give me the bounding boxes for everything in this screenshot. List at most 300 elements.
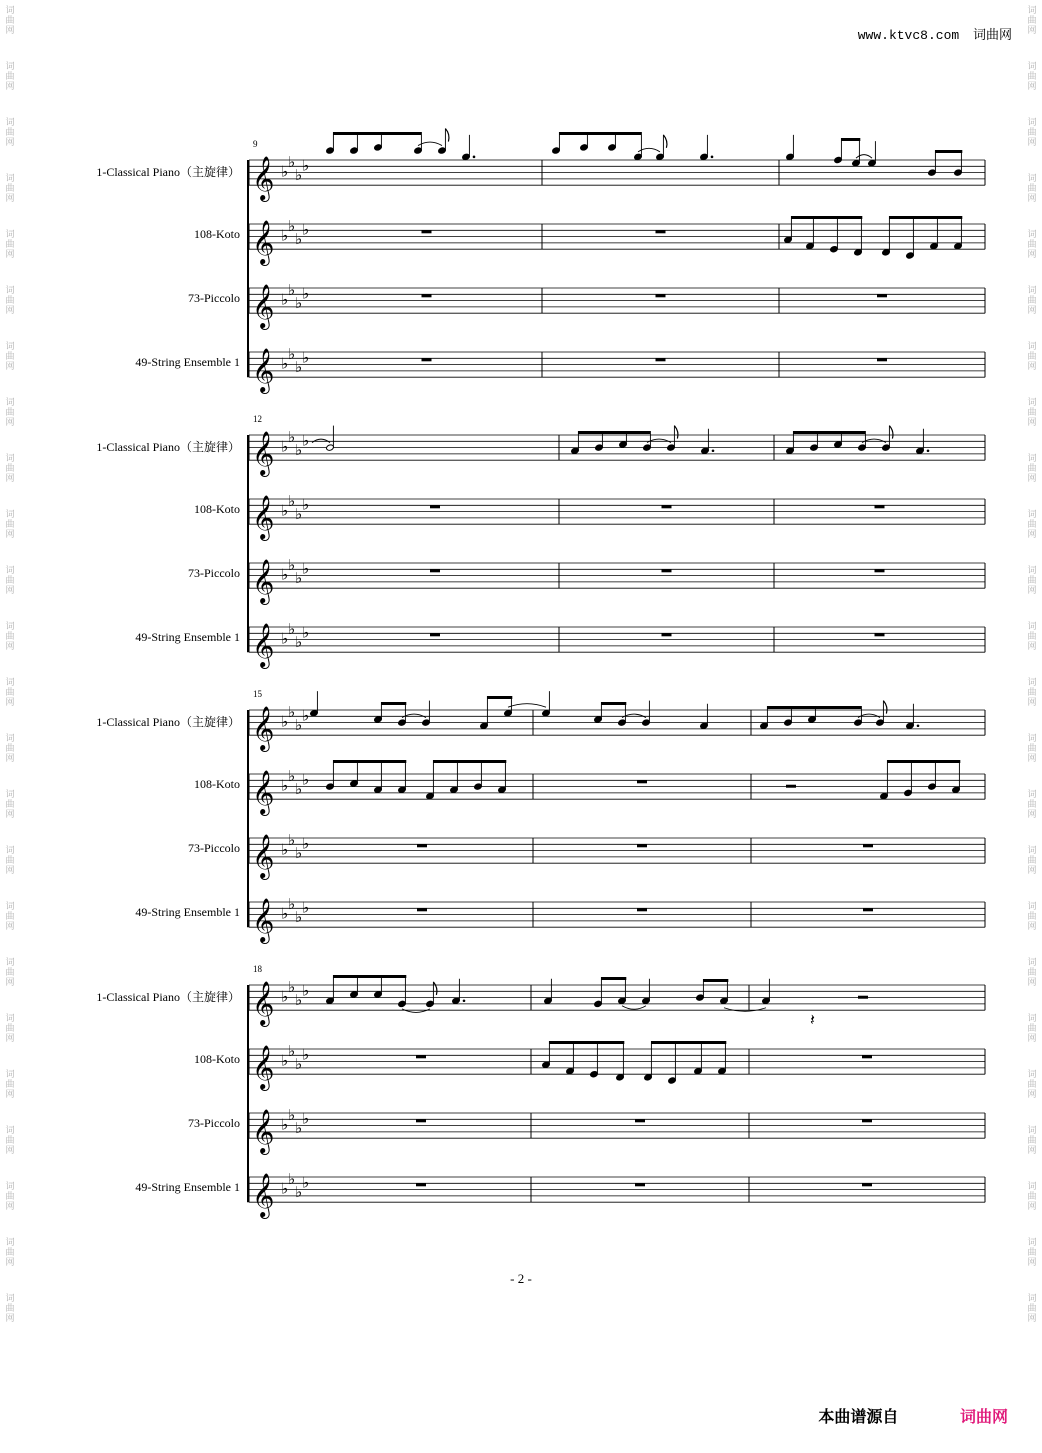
watermark-glyph: 曲 [5,464,15,474]
watermark-glyph: 网 [5,138,15,148]
footer-brand: 词曲网 [959,1407,1008,1426]
watermark-glyph: 网 [1027,810,1037,820]
beam [815,706,861,709]
whole-rest-icon [635,1119,645,1122]
flat-icon: ♭ [288,767,296,786]
flat-icon: ♭ [281,437,289,456]
augmentation-dot [473,156,476,159]
watermark-glyph: 曲 [1027,1248,1037,1258]
flat-icon: ♭ [295,715,303,734]
instrument-label: 49-String Ensemble 1 [135,1180,240,1194]
flat-icon: ♭ [302,220,310,239]
flat-icon: ♭ [295,1118,303,1137]
augmentation-dot [463,999,466,1002]
beam [889,216,962,219]
watermark-glyph: 词 [1027,566,1037,576]
flat-icon: ♭ [288,1042,296,1061]
watermark-glyph: 词 [1027,734,1037,744]
flat-icon: ♭ [302,495,310,514]
half-rest-icon [786,785,796,788]
flat-icon: ♭ [281,290,289,309]
watermark-glyph: 词 [5,958,15,968]
watermark-glyph: 网 [1027,1146,1037,1156]
whole-rest-icon [416,1183,426,1186]
instrument-label: 49-String Ensemble 1 [135,630,240,644]
beam [601,702,626,705]
watermark-glyph: 网 [5,474,15,484]
watermark-glyph: 词 [5,118,15,128]
watermark-glyph: 曲 [1027,1136,1037,1146]
flat-icon: ♭ [295,440,303,459]
watermark-glyph: 词 [5,398,15,408]
augmentation-dot [712,449,715,452]
flat-icon: ♭ [281,1179,289,1198]
watermark-glyph: 曲 [5,800,15,810]
watermark-glyph: 词 [5,1182,15,1192]
flat-icon: ♭ [302,156,310,175]
flat-icon: ♭ [295,1054,303,1073]
flat-icon: ♭ [288,153,296,172]
page-number: - 2 - [510,1271,532,1286]
flat-icon: ♭ [302,1045,310,1064]
treble-clef-icon: 𝄞 [252,220,275,265]
whole-rest-icon [877,294,887,297]
watermark-glyph: 网 [5,754,15,764]
flat-icon: ♭ [281,987,289,1006]
watermark-glyph: 词 [1027,622,1037,632]
flat-icon: ♭ [288,492,296,511]
whole-rest-icon [862,1183,872,1186]
watermark-glyph: 网 [5,810,15,820]
flat-icon: ♭ [288,1170,296,1189]
watermark-glyph: 词 [5,6,15,16]
watermark-glyph: 词 [5,1014,15,1024]
watermark-glyph: 曲 [1027,688,1037,698]
watermark-glyph: 曲 [1027,184,1037,194]
flat-icon: ♭ [288,978,296,997]
tie [724,1008,766,1012]
note-flag [433,982,437,995]
treble-clef-icon: 𝄞 [252,706,275,751]
beam [626,431,650,434]
note-flag [445,129,449,142]
watermark-glyph: 网 [5,922,15,932]
watermark-glyph: 词 [1027,398,1037,408]
watermark-glyph: 词 [1027,342,1037,352]
watermark-glyph: 词 [5,566,15,576]
instrument-label: 108-Koto [194,777,240,791]
flat-icon: ♭ [281,565,289,584]
watermark-glyph: 曲 [1027,912,1037,922]
treble-clef-icon: 𝄞 [252,981,275,1026]
watermark-glyph: 曲 [5,1248,15,1258]
watermark-glyph: 曲 [5,184,15,194]
watermark-glyph: 曲 [1027,632,1037,642]
beam [549,1041,624,1044]
flat-icon: ♭ [288,345,296,364]
flat-icon: ♭ [281,840,289,859]
treble-clef-icon: 𝄞 [252,623,275,668]
half-rest-icon [858,996,868,999]
flat-icon: ♭ [288,620,296,639]
watermark-glyph: 网 [5,1090,15,1100]
note-flag [889,426,893,439]
tie [312,439,330,443]
watermark-glyph: 网 [5,1258,15,1268]
watermark-glyph: 词 [1027,62,1037,72]
watermark-glyph: 词 [5,846,15,856]
watermark-glyph: 网 [5,418,15,428]
watermark-glyph: 词 [5,678,15,688]
whole-rest-icon [637,780,647,783]
watermark-glyph: 曲 [1027,408,1037,418]
instrument-label: 1-Classical Piano（主旋律） [96,165,240,179]
treble-clef-icon: 𝄞 [252,559,275,604]
flat-icon: ♭ [295,504,303,523]
watermark-glyph: 词 [1027,174,1037,184]
watermark-glyph: 曲 [5,16,15,26]
flat-icon: ♭ [288,281,296,300]
watermark-glyph: 网 [1027,250,1037,260]
flat-icon: ♭ [295,779,303,798]
watermark-glyph: 曲 [1027,576,1037,586]
flat-icon: ♭ [281,1115,289,1134]
beam [333,760,406,763]
flat-icon: ♭ [302,898,310,917]
watermark-glyph: 曲 [5,352,15,362]
whole-rest-icon [863,844,873,847]
watermark-glyph: 网 [5,306,15,316]
watermark-glyph: 网 [1027,82,1037,92]
beam [578,431,627,434]
flat-icon: ♭ [302,284,310,303]
flat-icon: ♭ [295,165,303,184]
whole-rest-icon [430,569,440,572]
flat-icon: ♭ [295,1182,303,1201]
flat-icon: ♭ [281,354,289,373]
watermark-glyph: 曲 [5,1024,15,1034]
watermark-glyph: 网 [5,1202,15,1212]
tie [508,704,546,708]
flat-icon: ♭ [281,904,289,923]
flat-icon: ♭ [288,428,296,447]
watermark-glyph: 曲 [1027,744,1037,754]
watermark-glyph: 网 [1027,978,1037,988]
measure-number: 12 [253,414,262,424]
watermark-glyph: 曲 [1027,464,1037,474]
watermark-glyph: 曲 [1027,1080,1037,1090]
whole-rest-icon [430,633,440,636]
instrument-label: 1-Classical Piano（主旋律） [96,715,240,729]
note-flag [674,426,678,439]
watermark-glyph: 曲 [5,632,15,642]
quarter-rest-icon: 𝄽 [810,1010,815,1029]
watermark-glyph: 曲 [1027,968,1037,978]
watermark-glyph: 曲 [5,408,15,418]
flat-icon: ♭ [295,229,303,248]
beam [381,132,421,135]
treble-clef-icon: 𝄞 [252,1109,275,1154]
flat-icon: ♭ [295,990,303,1009]
flat-icon: ♭ [281,501,289,520]
watermark-glyph: 词 [5,62,15,72]
site-url: www.ktvc8.com [857,28,960,43]
flat-icon: ♭ [302,770,310,789]
whole-rest-icon [656,294,666,297]
treble-clef-icon: 𝄞 [252,834,275,879]
beam [559,132,616,135]
watermark-glyph: 曲 [5,240,15,250]
beam [935,150,962,153]
watermark-glyph: 曲 [5,72,15,82]
watermark-glyph: 词 [5,454,15,464]
watermark-glyph: 网 [1027,474,1037,484]
watermark-glyph: 网 [1027,586,1037,596]
whole-rest-icon [875,633,885,636]
instrument-label: 73-Piccolo [188,1116,240,1130]
watermark-glyph: 网 [5,1314,15,1324]
instrument-label: 49-String Ensemble 1 [135,355,240,369]
instrument-label: 73-Piccolo [188,841,240,855]
whole-rest-icon [656,358,666,361]
watermark-glyph: 曲 [5,1136,15,1146]
watermark-glyph: 曲 [1027,16,1037,26]
instrument-label: 73-Piccolo [188,291,240,305]
watermark-glyph: 词 [5,734,15,744]
watermark-glyph: 词 [1027,118,1037,128]
watermark-glyph: 曲 [5,296,15,306]
whole-rest-icon [422,358,432,361]
watermark-glyph: 词 [1027,6,1037,16]
whole-rest-icon [422,294,432,297]
watermark-glyph: 词 [5,622,15,632]
treble-clef-icon: 𝄞 [252,495,275,540]
watermark-glyph: 网 [1027,866,1037,876]
flat-icon: ♭ [281,226,289,245]
flat-icon: ♭ [302,1173,310,1192]
watermark-glyph: 网 [1027,1034,1037,1044]
augmentation-dot [927,449,930,452]
beam [615,132,641,135]
watermark-glyph: 曲 [1027,800,1037,810]
watermark-glyph: 网 [1027,1202,1037,1212]
watermark-glyph: 网 [5,978,15,988]
watermark-glyph: 网 [5,26,15,36]
whole-rest-icon [875,505,885,508]
whole-rest-icon [637,844,647,847]
whole-rest-icon [662,569,672,572]
flat-icon: ♭ [302,1109,310,1128]
beam [601,977,626,980]
tie [856,155,872,159]
watermark-glyph: 词 [1027,510,1037,520]
flat-icon: ♭ [302,431,310,450]
watermark-glyph: 网 [1027,1090,1037,1100]
watermark-glyph: 词 [5,230,15,240]
augmentation-dot [917,724,920,727]
whole-rest-icon [635,1183,645,1186]
watermark-glyph: 词 [1027,1238,1037,1248]
watermark-glyph: 词 [1027,454,1037,464]
whole-rest-icon [875,569,885,572]
beam [433,760,506,763]
whole-rest-icon [862,1119,872,1122]
beam [767,706,816,709]
watermark-glyph: 网 [5,642,15,652]
treble-clef-icon: 𝄞 [252,1173,275,1218]
watermark-glyph: 网 [1027,754,1037,764]
watermark-glyph: 网 [1027,530,1037,540]
tie [402,1009,430,1013]
watermark-glyph: 词 [5,902,15,912]
watermark-glyph: 网 [5,586,15,596]
watermark-glyph: 网 [5,1146,15,1156]
flat-icon: ♭ [281,629,289,648]
watermark-glyph: 曲 [5,968,15,978]
flat-icon: ♭ [295,568,303,587]
treble-clef-icon: 𝄞 [252,898,275,943]
watermark-glyph: 网 [5,194,15,204]
watermark-glyph: 网 [5,698,15,708]
watermark-glyph: 网 [5,82,15,92]
flat-icon: ♭ [281,712,289,731]
watermark-glyph: 词 [5,1294,15,1304]
watermark-glyph: 词 [5,286,15,296]
watermark-glyph: 曲 [1027,128,1037,138]
flat-icon: ♭ [295,293,303,312]
beam [887,760,960,763]
watermark-glyph: 网 [1027,1314,1037,1324]
beam [841,138,860,141]
treble-clef-icon: 𝄞 [252,348,275,393]
watermark-glyph: 词 [1027,286,1037,296]
flat-icon: ♭ [288,217,296,236]
watermark-glyph: 网 [1027,138,1037,148]
instrument-label: 108-Koto [194,1052,240,1066]
whole-rest-icon [416,1119,426,1122]
flat-icon: ♭ [288,556,296,575]
whole-rest-icon [417,908,427,911]
beam [651,1041,726,1044]
measure-number: 18 [253,964,262,974]
whole-rest-icon [662,505,672,508]
flat-icon: ♭ [295,843,303,862]
flat-icon: ♭ [288,1106,296,1125]
flat-icon: ♭ [302,623,310,642]
flat-icon: ♭ [281,1051,289,1070]
watermark-glyph: 网 [1027,306,1037,316]
watermark-glyph: 曲 [1027,520,1037,530]
watermark-glyph: 网 [5,866,15,876]
watermark-glyph: 词 [5,1070,15,1080]
whole-rest-icon [637,908,647,911]
flat-icon: ♭ [295,907,303,926]
whole-rest-icon [662,633,672,636]
watermark-glyph: 曲 [1027,352,1037,362]
watermark-glyph: 曲 [5,688,15,698]
watermark-glyph: 曲 [1027,1192,1037,1202]
watermark-glyph: 曲 [5,744,15,754]
whole-rest-icon [656,230,666,233]
watermark-glyph: 网 [1027,698,1037,708]
flat-icon: ♭ [295,357,303,376]
watermark-glyph: 网 [5,362,15,372]
note-flag [883,701,887,714]
watermark-glyph: 词 [5,790,15,800]
instrument-label: 108-Koto [194,227,240,241]
treble-clef-icon: 𝄞 [252,1045,275,1090]
treble-clef-icon: 𝄞 [252,431,275,476]
augmentation-dot [711,156,714,159]
instrument-label: 108-Koto [194,502,240,516]
watermark-glyph: 网 [1027,1258,1037,1268]
watermark-glyph: 词 [5,1126,15,1136]
treble-clef-icon: 𝄞 [252,156,275,201]
watermark-glyph: 词 [5,1238,15,1248]
watermark-glyph: 词 [5,342,15,352]
watermark-glyph: 曲 [1027,1304,1037,1314]
watermark-glyph: 网 [5,530,15,540]
instrument-label: 1-Classical Piano（主旋律） [96,990,240,1004]
beam [333,975,406,978]
watermark-glyph: 曲 [5,1192,15,1202]
beam [487,696,512,699]
flat-icon: ♭ [288,831,296,850]
watermark-glyph: 词 [1027,1070,1037,1080]
instrument-label: 49-String Ensemble 1 [135,905,240,919]
whole-rest-icon [416,1055,426,1058]
flat-icon: ♭ [302,348,310,367]
watermark-glyph: 词 [1027,1126,1037,1136]
footer [818,1404,1008,1427]
whole-rest-icon [417,844,427,847]
watermark-glyph: 曲 [5,128,15,138]
watermark-glyph: 曲 [1027,1024,1037,1034]
watermark-glyph: 词 [5,174,15,184]
treble-clef-icon: 𝄞 [252,770,275,815]
measure-number: 15 [253,689,262,699]
watermark-glyph: 网 [1027,26,1037,36]
watermark-glyph: 曲 [5,1304,15,1314]
whole-rest-icon [862,1055,872,1058]
whole-rest-icon [430,505,440,508]
flat-icon: ♭ [302,706,310,725]
watermark-glyph: 词 [1027,678,1037,688]
tie [622,1006,646,1010]
watermark-glyph: 曲 [5,1080,15,1090]
whole-rest-icon [863,908,873,911]
watermark-glyph: 网 [1027,922,1037,932]
whole-rest-icon [422,230,432,233]
flat-icon: ♭ [302,981,310,1000]
watermark-glyph: 词 [1027,230,1037,240]
instrument-label: 1-Classical Piano（主旋律） [96,440,240,454]
watermark-glyph: 曲 [5,912,15,922]
watermark-glyph: 词 [1027,902,1037,912]
flat-icon: ♭ [281,776,289,795]
watermark-glyph: 网 [1027,418,1037,428]
watermark-glyph: 词 [1027,846,1037,856]
treble-clef-icon: 𝄞 [252,284,275,329]
watermark-glyph: 网 [1027,362,1037,372]
flat-icon: ♭ [288,895,296,914]
watermark-glyph: 曲 [1027,72,1037,82]
beam [841,431,865,434]
beam [791,216,862,219]
watermark-glyph: 词 [1027,1014,1037,1024]
watermark-glyph: 词 [1027,790,1037,800]
beam [381,702,406,705]
